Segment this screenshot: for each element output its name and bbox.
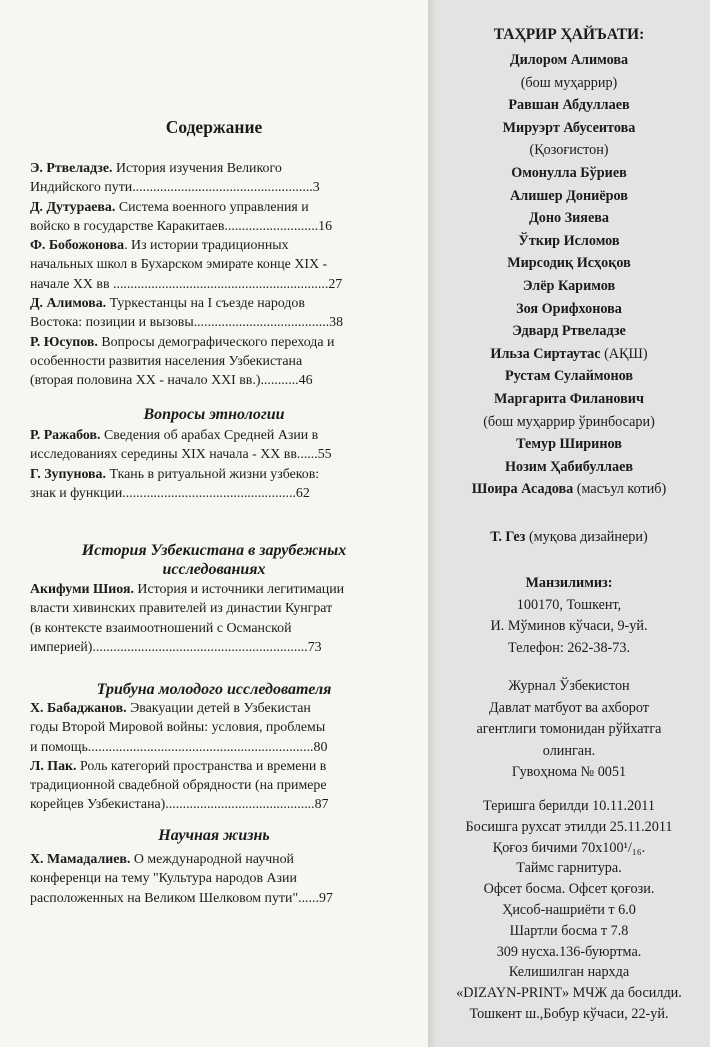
board-member — [428, 185, 710, 208]
contents-entry — [30, 580, 386, 657]
entry-author: Э. Ртвеладзе. — [30, 161, 113, 176]
entry-text-line: Сведения об арабах Средней Азии в — [100, 428, 319, 443]
board-member — [428, 72, 710, 95]
board-member-name: Маргарита Филанович — [494, 390, 644, 407]
imprint-line: Ҳисоб-нашриёти т 6.0 — [502, 901, 636, 918]
entry-author: Д. Дутураева. — [30, 199, 116, 215]
board-member — [428, 411, 710, 434]
board-member-name: Мируэрт Абусеитова — [502, 119, 636, 136]
board-member — [428, 456, 710, 479]
entry-text-line: власти хивинских правителей из династии Кунграт — [30, 601, 333, 617]
board-member — [428, 207, 710, 230]
entry-author: Г. Зупунова. — [30, 466, 106, 482]
section-entries — [30, 426, 386, 503]
entry-text-line: традиционной свадебной обрядности (на примере — [30, 778, 327, 794]
contents-entry — [30, 465, 386, 504]
contents-entry — [30, 333, 386, 391]
board-member — [428, 117, 710, 140]
cover-designer — [428, 526, 710, 549]
board-member-name: Элёр Каримов — [522, 277, 616, 294]
entry-author: Р. Ражабов. — [30, 428, 101, 443]
contents-entry — [30, 757, 386, 815]
board-member-name: Зоя Орифхонова — [516, 300, 622, 317]
entry-text-line: начале XX вв ..............................................................27 — [30, 276, 343, 292]
entry-author: Х. Бабаджанов. — [30, 701, 127, 716]
contents-entry — [30, 699, 386, 757]
address-line: 100170, Тошкент, — [516, 596, 622, 613]
board-member — [428, 49, 710, 72]
board-title: ТАҲРИР ҲАЙЪАТИ: — [493, 26, 645, 43]
registration-line: олинган. — [542, 742, 596, 759]
board-member-name: Нозим Ҳабибуллаев — [504, 458, 634, 475]
address-line: И. Мўминов кўчаси, 9-уй. — [490, 618, 648, 634]
board-member-name: Алишер Дониёров — [510, 187, 628, 204]
entry-text-line: История и источники легитимации — [133, 582, 345, 597]
board-member-role: (масъул котиб) — [573, 481, 667, 498]
entry-author: Ф. Бобожонова — [30, 238, 125, 254]
entry-text-line: Индийского пути....................................................3 — [30, 180, 320, 196]
section-heading: Трибуна молодого исследователя — [96, 681, 332, 698]
entry-text-line: войско в государстве Каракитаев...........................16 — [30, 218, 333, 234]
section-heading — [0, 541, 428, 579]
entry-author: Д. Алимова. — [30, 296, 107, 312]
address-line: Телефон: 262-38-73. — [508, 639, 630, 656]
imprint-line: Теришга берилди 10.11.2011 — [483, 798, 655, 814]
section-heading-line: История Узбекистана в зарубежных — [81, 542, 347, 559]
board-member — [428, 94, 710, 117]
registration-line: Журнал Ўзбекистон — [508, 678, 630, 694]
entry-text-line: Роль категорий пространства и времени в — [76, 758, 327, 774]
board-member-name: Ильза Сиртаутас — [490, 345, 601, 362]
board-member-name: (бош муҳаррир) — [520, 74, 618, 91]
imprint-line: Босишга рухсат этилди 25.11.2011 — [465, 818, 673, 835]
imprint-line: 309 нусха.136-буюртма. — [496, 943, 642, 960]
board-member — [428, 139, 710, 162]
board-member-name: (бош муҳаррир ўринбосари) — [483, 413, 655, 430]
board-member — [428, 230, 710, 253]
contents-entry — [30, 294, 386, 333]
entry-text-line: корейцев Узбекистана)...........................................87 — [30, 797, 329, 813]
board-member-name: Мирсодиқ Исҳоқов — [507, 255, 631, 272]
section-entries — [30, 699, 386, 815]
designer-name: Т. Гез — [490, 529, 526, 545]
section-entries — [30, 850, 386, 908]
section-heading: Вопросы этнологии — [143, 406, 285, 423]
entry-text-line: знак и функции..................................................62 — [30, 485, 310, 501]
entry-text-line: (вторая половина XX - начало XXI вв.)...........46 — [30, 373, 313, 389]
registration-line: Давлат матбуот ва ахборот — [488, 699, 650, 716]
entry-text-line: История изучения Великого — [112, 161, 282, 176]
board-member-name: Шоира Асадова — [471, 481, 574, 498]
imprint-line: Тошкент ш.,Бобур кўчаси, 22-уй. — [469, 1005, 669, 1022]
board-member-name: Эдвард Ртвеладзе — [512, 323, 626, 340]
board-member-name: Дилором Алимова — [509, 52, 629, 68]
imprint-line: Таймс гарнитура. — [516, 860, 622, 877]
board-member-name: (Қозоғистон) — [529, 142, 609, 159]
entry-text-line: Система военного управления и — [115, 199, 309, 215]
entry-text-line: Туркестанцы на I съезде народов — [106, 296, 305, 312]
board-member — [428, 343, 710, 366]
imprint-line: «DIZAYN-PRINT» МЧЖ да босилди. — [456, 985, 682, 1002]
board-member-name: Доно Зияева — [528, 210, 610, 227]
board-member — [428, 162, 710, 185]
board-member — [428, 275, 710, 298]
entry-text-line: (в контексте взаимоотношений с Османской — [30, 620, 292, 636]
board-member-name: Равшан Абдуллаев — [508, 97, 630, 114]
entry-author: Р. Юсупов. — [30, 334, 98, 350]
address-heading: Манзилимиз: — [525, 575, 613, 591]
imprint-line: Қоғоз бичими 70х100¹/₁₆. — [492, 839, 646, 856]
registration-line: Гувоҳнома № 0051 — [511, 764, 627, 780]
board-member-name: Рустам Сулаймонов — [504, 368, 634, 385]
board-member — [428, 388, 710, 411]
entry-text-line: особенности развития населения Узбекистана — [30, 353, 303, 369]
board-member — [428, 433, 710, 456]
contents-entry — [30, 426, 386, 465]
section-heading-line: исследованиях — [162, 561, 266, 578]
imprint-line: Шартли босма т 7.8 — [509, 922, 629, 939]
designer-role: (муқова дизайнери) — [525, 529, 648, 545]
board-member — [428, 478, 710, 501]
registration-line: агентлиги томонидан рўйхатга — [476, 721, 662, 737]
contents-entry — [30, 236, 386, 294]
entry-text-line: Востока: позиции и вызовы.......................................38 — [30, 315, 344, 331]
entry-author: Акифуми Шиоя. — [30, 582, 134, 597]
section-heading: Научная жизнь — [158, 827, 270, 844]
entry-text-line: империей)..............................................................73 — [30, 639, 322, 655]
entry-text-line: расположенных на Великом Шелковом пути"......97 — [30, 890, 333, 906]
entry-author: Л. Пак. — [30, 758, 77, 774]
entry-author: Х. Мамадалиев. — [30, 852, 131, 867]
entry-text-line: Эвакуации детей в Узбекистан — [126, 701, 311, 716]
contents-title: Содержание — [165, 117, 263, 137]
board-member-name: Омонулла Бўриев — [511, 164, 627, 181]
board-member-role: (АҚШ) — [600, 345, 648, 362]
imprint-line: Офсет босма. Офсет қоғози. — [483, 881, 655, 898]
board-member — [428, 298, 710, 321]
entry-text-line: Ткань в ритуальной жизни узбеков: — [105, 466, 320, 482]
entry-text-line: исследованиях середины XIX начала - XX вв......55 — [30, 447, 332, 463]
contents-entry — [30, 850, 386, 908]
entry-text-line: годы Второй Мировой войны: условия, проблемы — [30, 720, 326, 736]
entry-text-line: Вопросы демографического перехода и — [97, 334, 335, 350]
imprint-line: Келишилган нархда — [508, 964, 630, 981]
board-member — [428, 252, 710, 275]
entry-text-line: и помощь.................................................................80 — [30, 739, 328, 755]
contents-list — [30, 159, 386, 391]
entry-text-line: конференци на тему "Культура народов Азии — [30, 871, 297, 887]
board-member-name: Ўткир Исломов — [518, 232, 620, 249]
entry-text-line: начальных школ в Бухарском эмирате конце XIX - — [30, 257, 328, 273]
entry-text-line: О международной научной — [130, 852, 294, 867]
board-member — [428, 365, 710, 388]
board-member — [428, 320, 710, 343]
contents-entry — [30, 198, 386, 237]
section-entries — [30, 580, 386, 657]
entry-text-line: . Из истории традиционных — [124, 238, 289, 254]
contents-entry — [30, 159, 386, 198]
board-member-name: Темур Ширинов — [516, 436, 622, 453]
